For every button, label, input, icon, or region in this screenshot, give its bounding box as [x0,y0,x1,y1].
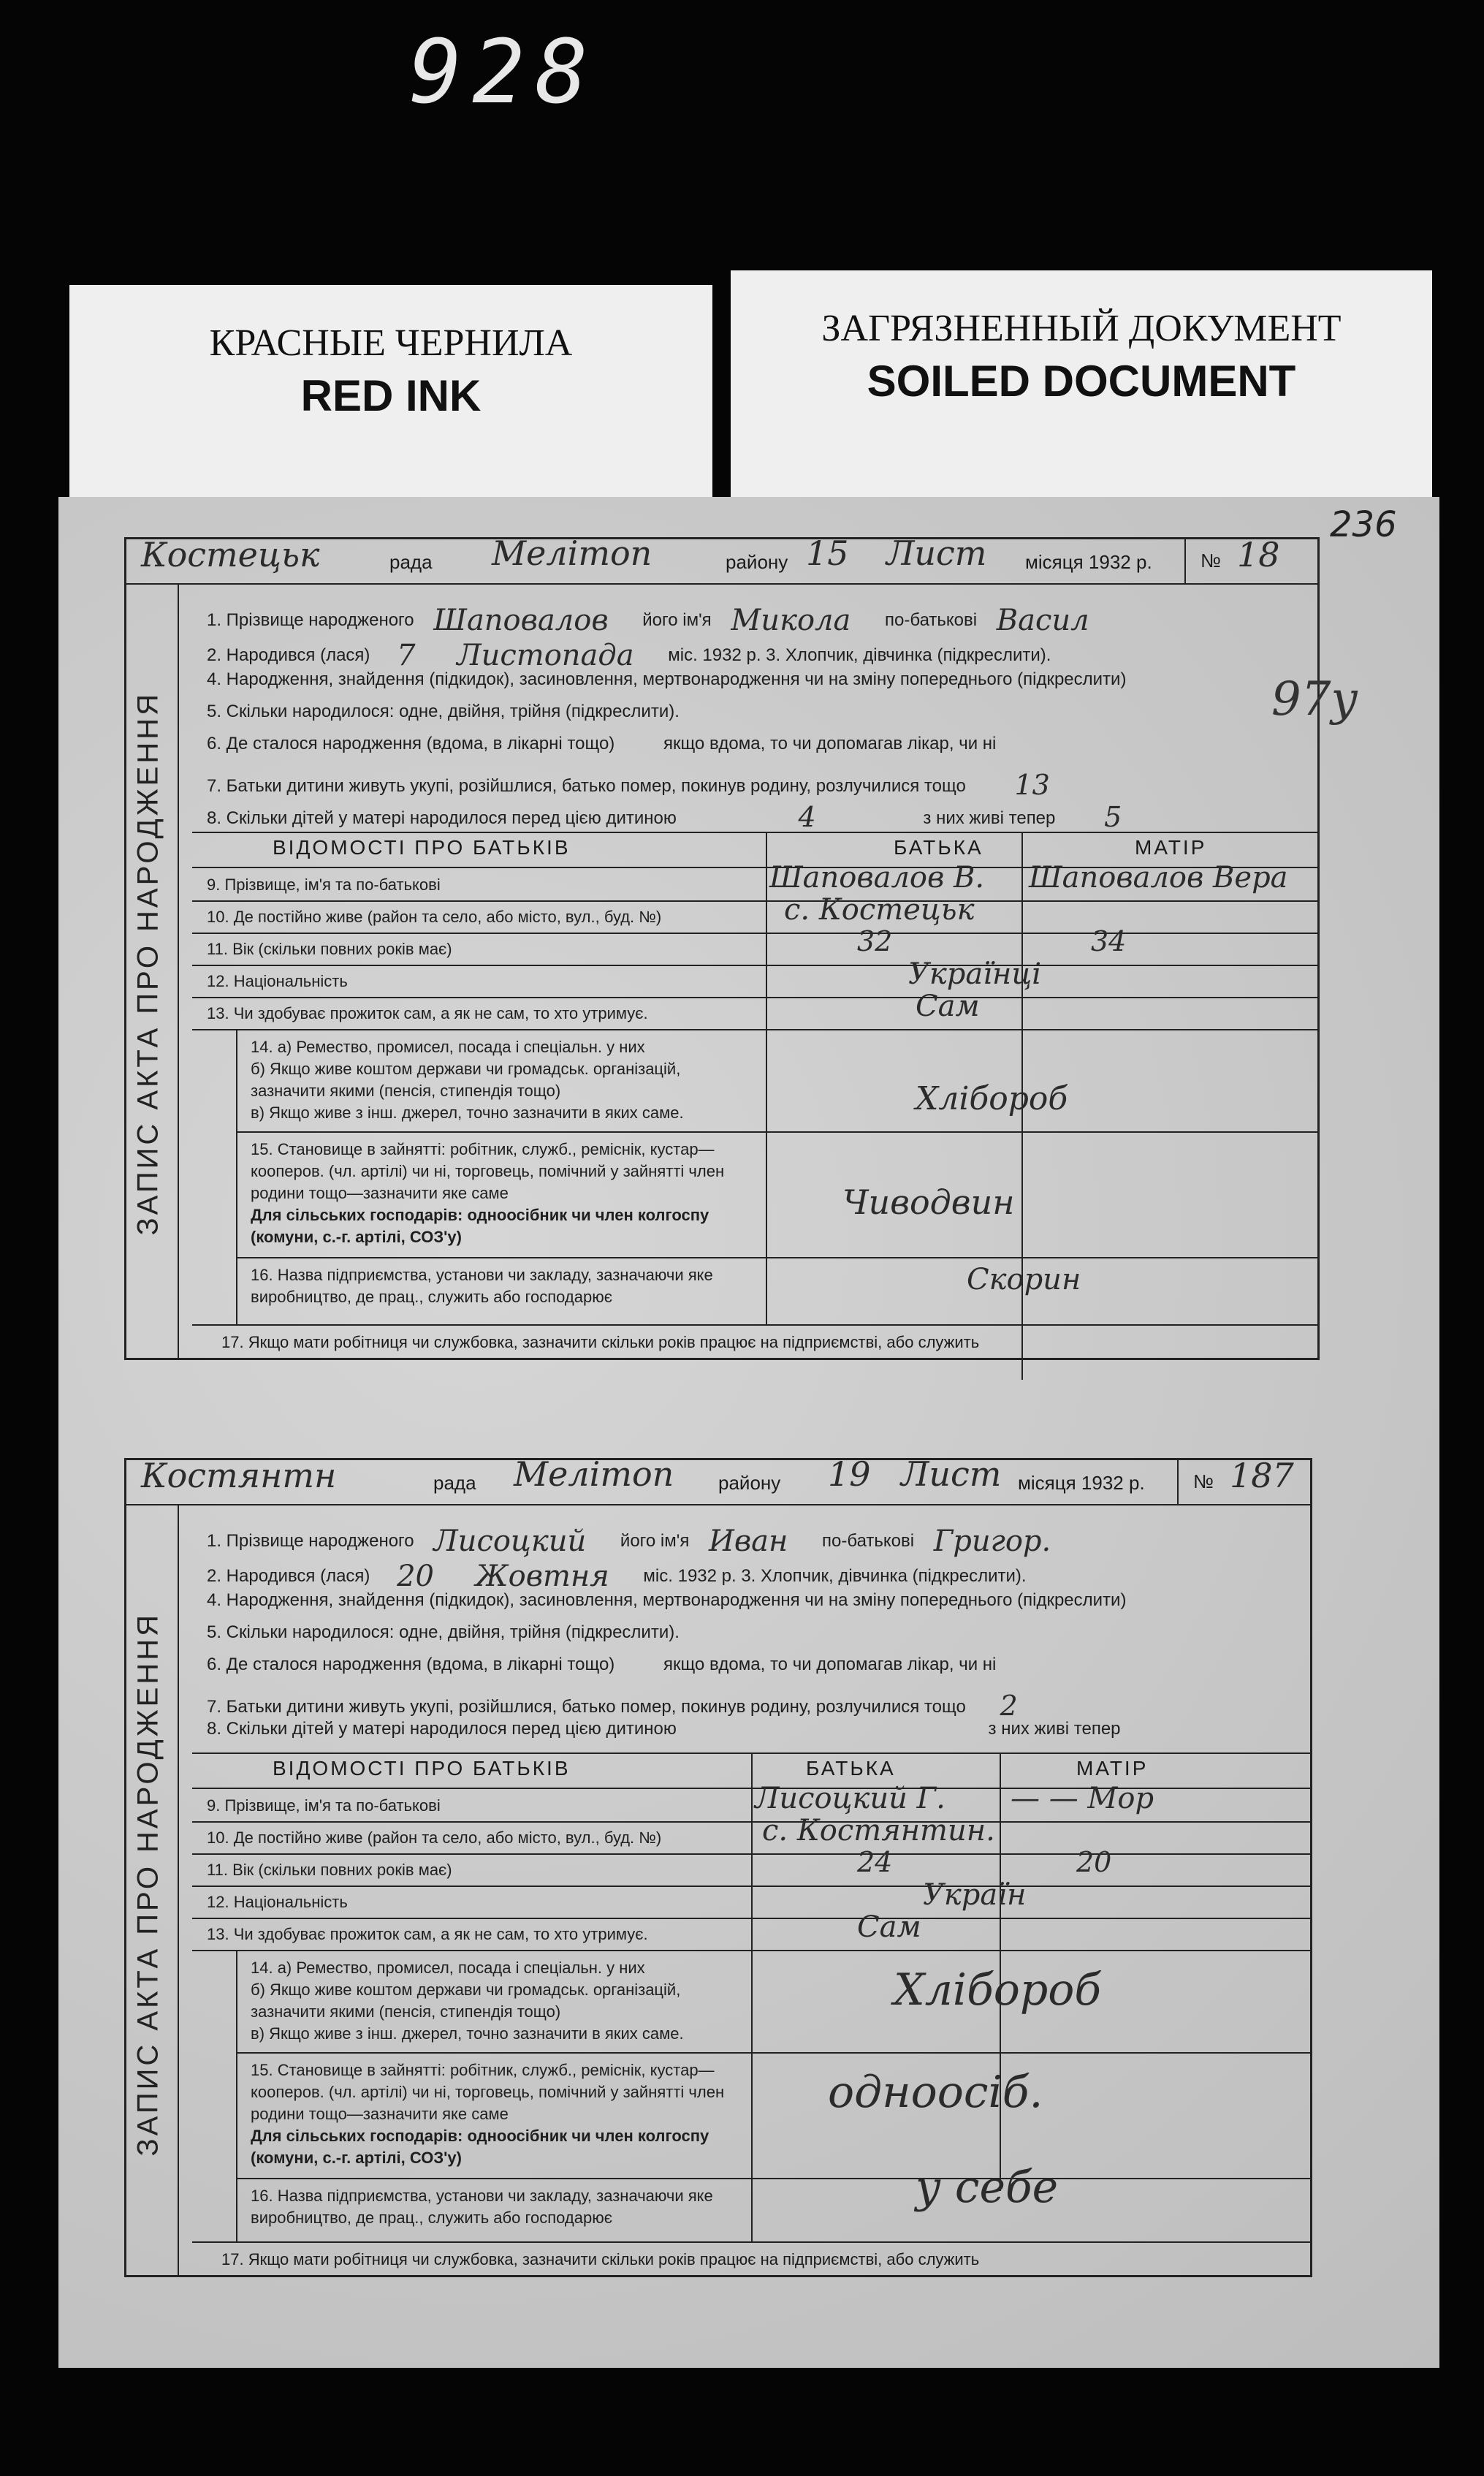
record-2-parents-together: 2 [1000,1690,1018,1722]
line-1-name-label: його ім'я [620,1531,690,1551]
raion-label: району [718,1472,781,1494]
row-rule [192,1853,1310,1855]
record-2-mother-name: — — Мор [1011,1782,1154,1815]
row-rule [192,1886,1310,1887]
father-column-rule [751,1752,753,2241]
row-rule [192,1821,1310,1823]
line-6-tail: якщо вдома, то чи допомагав лікар, чи ні [663,1655,997,1674]
record-1-month: Лист [886,533,987,573]
record-1-workplace: Скорин [967,1263,1081,1296]
row-13-label: 13. Чи здобуває прожиток сам, а як не сам, то хто утримує. [207,1004,648,1022]
line-6-label: 6. Де сталося народження (вдома, в лікарні тощо) [207,734,615,753]
record-2-day: 19 [828,1454,871,1494]
record-2-patronymic: Григор. [933,1524,1051,1558]
frame-number: 928 [409,22,598,124]
record-1-rada-name: Мелітоп [492,533,652,573]
row-15-label: 15. Становище в зайнятті: робітник, служб., реміснік, кустар—кооперов. (чл. артілі) чи ні, торговець, помічний у зайнятті член родини тощо—зазначити яке саме [251,2061,725,2123]
rada-label: рада [389,551,433,573]
record-2-rada-name: Мелітоп [514,1454,674,1494]
record-1-surname: Шаповалов [433,604,609,637]
line-8-tail: з них живі тепер [923,808,1056,828]
record-2-support: Сам [857,1910,921,1944]
line-6-label: 6. Де сталося народження (вдома, в лікарні тощо) [207,1655,615,1674]
row-16-label: 16. Назва підприємства, установи чи закладу, зазначаючи яке виробництво, де прац., служить або господарює [251,1266,713,1306]
record-2-side-strip [126,1504,179,2275]
line-1-label: 1. Прізвище народженого [207,1531,414,1551]
row-12-label: 12. Національність [207,1893,348,1911]
record-1-side-title: ЗАПИС АКТА ПРО НАРОДЖЕННЯ [132,691,164,1236]
row-rule [192,933,1317,934]
row-14b-label: б) Якщо живе коштом держави чи громадськ. організацій, зазначити якими (пенсія, стипендія тощо) [251,1060,681,1100]
row-10-label: 10. Де постійно живе (район та село, або місто, вул., буд. №) [207,908,662,926]
record-1-side-strip [126,583,179,1358]
line-7-label: 7. Батьки дитини живуть укупі, розійшлися, батько помер, покинув родину, розлучилися тощо [207,1697,966,1717]
row-12-label: 12. Національність [207,972,348,990]
record-2-status: одноосіб. [828,2067,1043,2118]
row-14b-label: б) Якщо живе коштом держави чи громадськ. організацій, зазначити якими (пенсія, стипендія тощо) [251,1981,681,2021]
soiled-label-en: SOILED DOCUMENT [867,357,1296,406]
row-9-label: 9. Прізвище, ім'я та по-батькові [207,1796,441,1815]
line-2-label: 2. Народився (лася) [207,1566,370,1586]
record-1-line-7 [207,766,1050,801]
record-1-line-6 [207,734,997,754]
father-column-heading: БАТЬКА [894,836,983,859]
record-1-children-alive: 5 [1104,801,1122,833]
record-1-header [126,533,1317,585]
line-2-tail: міс. 1932 р. 3. Хлопчик, дівчинка (підкреслити). [668,645,1051,665]
record-1-nationality: Українці [908,957,1042,991]
line-1-name-label: його ім'я [642,610,712,630]
record-2-surname: Лисоцкий [433,1524,587,1558]
record-2-mother-age: 20 [1076,1846,1112,1878]
row-11-label: 11. Вік (скільки повних років має) [207,940,452,958]
record-1-occupation: Хлібороб [916,1080,1068,1117]
line-1-patronymic-label: по-батькові [822,1531,915,1551]
rada-label: рада [433,1472,476,1494]
record-1-village: Костецьк [141,535,320,574]
record-1-parents-together: 13 [1014,769,1050,801]
record-2-line-8 [207,1719,1121,1739]
record-1-name: Микола [731,604,851,637]
number-label: № [1193,1470,1214,1492]
row-rule [192,965,1317,966]
record-1-mother-name: Шаповалов Вера [1029,861,1288,895]
row-rule [236,2052,1310,2054]
mother-column-heading: МАТІР [1076,1757,1149,1780]
record-1-status: Чиводвин [842,1182,1015,1222]
red-ink-label [69,285,712,497]
row-14c-label: в) Якщо живе з інш. джерел, точно зазначити в яких саме. [251,1104,684,1122]
soiled-label-ru: ЗАГРЯЗНЕННЫЙ ДОКУМЕНТ [821,308,1342,349]
row-rule [236,1257,1317,1258]
record-1-support: Сам [916,990,980,1023]
record-2-line-1 [207,1520,1051,1558]
record-2-nationality: Україн [923,1878,1027,1912]
record-1-born-day: 7 [397,639,416,672]
month-year-label: місяця 1932 р. [1018,1472,1145,1494]
row-rule [192,1029,1317,1030]
line-8-tail: з них живі тепер [988,1719,1121,1739]
parents-table-heading: ВІДОМОСТІ ПРО БАТЬКІВ [273,1757,571,1780]
record-2-line-6 [207,1655,997,1675]
row-16-label: 16. Назва підприємства, установи чи закладу, зазначаючи яке виробництво, де прац., служить або господарює [251,2187,713,2227]
inner-side-rule [236,1950,237,2241]
record-2-line-4: 4. Народження, знайдення (підкидок), засиновлення, мертвонародження чи на зміну попереднього (підкреслити) [207,1590,1127,1610]
row-14a-label: 14. а) Ремество, промисел, посада і спеціальн. у них [251,1038,645,1056]
record-1-born-month: Листопада [457,639,634,672]
birth-record-form-1 [124,533,1320,1360]
soiled-document-label [731,270,1432,504]
row-rule [192,997,1317,998]
record-2-occupation: Хлібороб [894,1964,1102,2016]
line-8-label: 8. Скільки дітей у матері народилося перед цією дитиною [207,808,677,828]
month-year-label: місяця 1932 р. [1025,551,1152,573]
row-rule [192,900,1317,902]
inner-side-rule [236,1029,237,1324]
row-15b-label: Для сільських господарів: одноосібник чи член колгоспу (комуни, с.-г. артілі, СОЗ'у) [251,1206,709,1246]
line-6-tail: якщо вдома, то чи допомагав лікар, чи ні [663,734,997,753]
red-ink-label-ru: КРАСНЫЕ ЧЕРНИЛА [209,322,573,364]
row-rule [236,1131,1317,1133]
row-rule [192,1918,1310,1919]
record-1-margin-note: 97у [1271,672,1358,726]
record-2-born-day: 20 [397,1560,434,1593]
line-1-label: 1. Прізвище народженого [207,610,414,630]
mother-column-heading: МАТІР [1135,836,1207,859]
row-rule [236,2178,1310,2179]
record-2-line-5: 5. Скільки народилося: одне, двійня, трійня (підкреслити). [207,1622,680,1642]
record-2-born-month: Жовтня [475,1560,609,1593]
record-1-number-box [1184,535,1317,583]
record-1-line-2 [207,634,1051,672]
record-1-line-8 [207,798,1122,833]
record-2-line-7 [207,1687,1018,1722]
line-2-label: 2. Народився (лася) [207,645,370,665]
row-15-label: 15. Становище в зайнятті: робітник, служб., реміснік, кустар—кооперов. (чл. артілі) чи ні, торговець, помічний у зайнятті член родини тощо—зазначити яке саме [251,1140,725,1202]
row-13-label: 13. Чи здобуває прожиток сам, а як не сам, то хто утримує. [207,1925,648,1943]
record-1-children-before: 4 [798,801,816,833]
record-2-number: 187 [1230,1456,1294,1495]
row-rule [192,1950,1310,1951]
record-1-patronymic: Васил [996,604,1089,637]
record-2-number-box [1177,1456,1310,1504]
page-number: 236 [1330,504,1397,545]
raion-label: району [726,551,788,573]
row-10-label: 10. Де постійно живе (район та село, або місто, вул., буд. №) [207,1828,662,1847]
record-1-father-age: 32 [857,925,893,957]
record-2-month: Лист [901,1454,1002,1494]
record-1-line-5: 5. Скільки народилося: одне, двійня, трійня (підкреслити). [207,702,680,721]
record-2-father-name: Лисоцкий Г. [755,1782,945,1815]
record-2-name: Иван [709,1524,788,1558]
row-14a-label: 14. а) Ремество, промисел, посада і спеціальн. у них [251,1959,645,1977]
row-14c-label: в) Якщо живе з інш. джерел, точно зазначити в яких саме. [251,2024,684,2043]
row-9-label: 9. Прізвище, ім'я та по-батькові [207,876,441,894]
father-column-rule [766,832,767,1324]
birth-record-form-2 [124,1454,1312,2277]
record-2-residence: с. Костянтин. [762,1814,995,1847]
line-7-label: 7. Батьки дитини живуть укупі, розійшлися, батько помер, покинув родину, розлучилися тощо [207,776,966,796]
red-ink-label-en: RED INK [300,371,482,420]
record-1-residence: с. Костецьк [784,893,975,927]
row-17-label: 17. Якщо мати робітниця чи службовка, зазначити скільки років працює на підприємстві, або служить [192,2241,1310,2275]
record-2-father-age: 24 [857,1846,893,1878]
father-column-heading: БАТЬКА [806,1757,896,1780]
row-11-label: 11. Вік (скільки повних років має) [207,1861,452,1879]
record-1-line-4: 4. Народження, знайдення (підкидок), засиновлення, мертвонародження чи на зміну попереднього (підкреслити) [207,669,1127,689]
record-2-header [126,1454,1310,1505]
parents-table-heading: ВІДОМОСТІ ПРО БАТЬКІВ [273,836,571,859]
row-17-label: 17. Якщо мати робітниця чи службовка, зазначити скільки років працює на підприємстві, або служить [192,1324,1317,1358]
line-2-tail: міс. 1932 р. 3. Хлопчик, дівчинка (підкреслити). [643,1566,1027,1586]
record-2-workplace: у себе [916,2162,1059,2213]
record-1-father-name: Шаповалов В. [769,861,985,895]
record-1-number: 18 [1237,535,1280,574]
record-1-line-1 [207,599,1089,637]
line-1-patronymic-label: по-батькові [885,610,978,630]
row-15b-label: Для сільських господарів: одноосібник чи член колгоспу (комуни, с.-г. артілі, СОЗ'у) [251,2127,709,2167]
number-label: № [1200,550,1221,571]
table-top-rule [192,832,1317,833]
record-2-side-title: ЗАПИС АКТА ПРО НАРОДЖЕННЯ [132,1611,164,2157]
line-8-label: 8. Скільки дітей у матері народилося перед цією дитиною [207,1719,677,1739]
record-2-line-2 [207,1555,1027,1593]
record-2-village: Костянтн [141,1456,337,1495]
record-1-mother-age: 34 [1091,925,1127,957]
record-1-day: 15 [806,533,849,573]
